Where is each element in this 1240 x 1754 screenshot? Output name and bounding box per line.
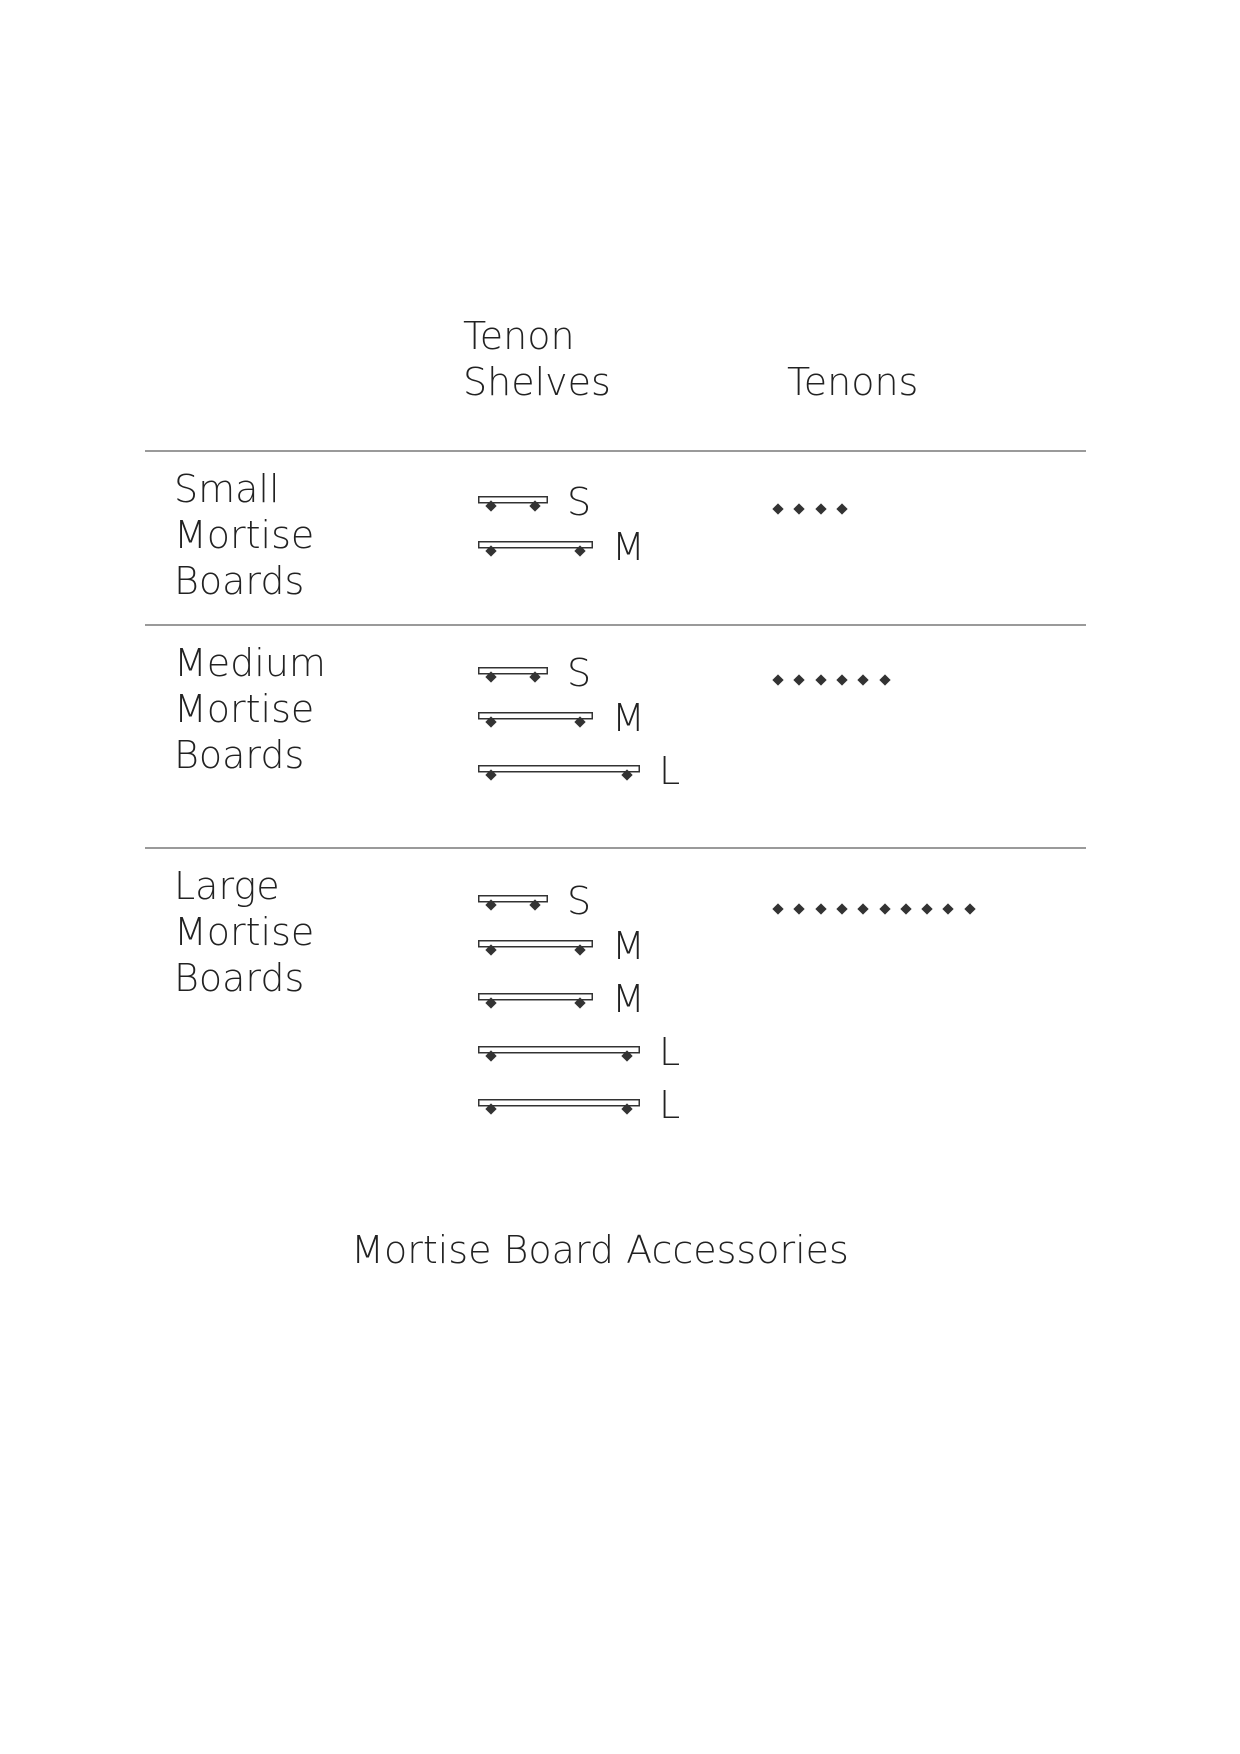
divider-rule — [145, 624, 1086, 626]
shelf-size-label: M — [612, 696, 645, 740]
shelf-m-icon — [478, 940, 593, 966]
row-label-line: Boards — [174, 559, 305, 603]
tenon-icon — [900, 903, 911, 914]
shelf-size-label: L — [659, 1083, 681, 1127]
tenon-icon — [879, 674, 890, 685]
row-label-line: Medium — [174, 641, 326, 685]
tenon-icon — [794, 674, 805, 685]
tenon-icon — [772, 903, 783, 914]
divider-rule — [145, 450, 1086, 452]
tenon-icon — [836, 674, 847, 685]
shelf-m-icon — [478, 712, 593, 738]
shelf-s-icon — [478, 496, 548, 522]
tenon-icon — [964, 903, 975, 914]
shelf-size-label: S — [567, 480, 592, 524]
shelf-size-label: S — [567, 879, 592, 923]
divider-rule — [145, 847, 1086, 849]
row-label-line: Mortise — [174, 910, 315, 954]
header-shelves-line-1: Tenon — [463, 314, 575, 358]
shelf-l-icon — [478, 765, 640, 791]
shelf-s-icon — [478, 667, 548, 693]
header-tenons: Tenons — [787, 360, 919, 404]
shelf-m-icon — [478, 993, 593, 1019]
tenon-icon — [815, 503, 826, 514]
tenon-icon — [794, 903, 805, 914]
tenon-icon — [836, 903, 847, 914]
shelf-l-icon — [478, 1046, 640, 1072]
tenon-icon — [858, 903, 869, 914]
shelf-m-icon — [478, 541, 593, 567]
tenon-icon — [858, 674, 869, 685]
shelf-size-label: L — [659, 1030, 681, 1074]
row-label-large — [174, 863, 314, 1001]
tenon-icon — [794, 503, 805, 514]
row-label-line: Boards — [174, 733, 305, 777]
tenon-icon — [836, 503, 847, 514]
header-shelves-line-2: Shelves — [463, 360, 611, 404]
row-label-line: Large — [174, 864, 280, 908]
row-label-medium — [174, 640, 326, 778]
row-label-line: Boards — [174, 956, 305, 1000]
tenon-icon — [921, 903, 932, 914]
row-label-line: Mortise — [174, 513, 315, 557]
tenon-icon — [772, 503, 783, 514]
tenon-icon — [815, 674, 826, 685]
row-label-line: Small — [174, 467, 280, 511]
shelf-size-label: M — [612, 977, 645, 1021]
shelf-size-label: L — [659, 749, 681, 793]
shelf-size-label: M — [612, 525, 645, 569]
shelf-size-label: M — [612, 924, 645, 968]
shelf-s-icon — [478, 895, 548, 921]
header-tenon-shelves — [463, 313, 611, 405]
figure-caption: Mortise Board Accessories — [351, 1228, 849, 1272]
tenon-icon — [943, 903, 954, 914]
shelf-l-icon — [478, 1099, 640, 1125]
row-label-small — [174, 466, 314, 604]
tenon-icon — [772, 674, 783, 685]
tenon-icon — [815, 903, 826, 914]
tenon-icon — [879, 903, 890, 914]
shelf-size-label: S — [567, 651, 592, 695]
row-label-line: Mortise — [174, 687, 315, 731]
